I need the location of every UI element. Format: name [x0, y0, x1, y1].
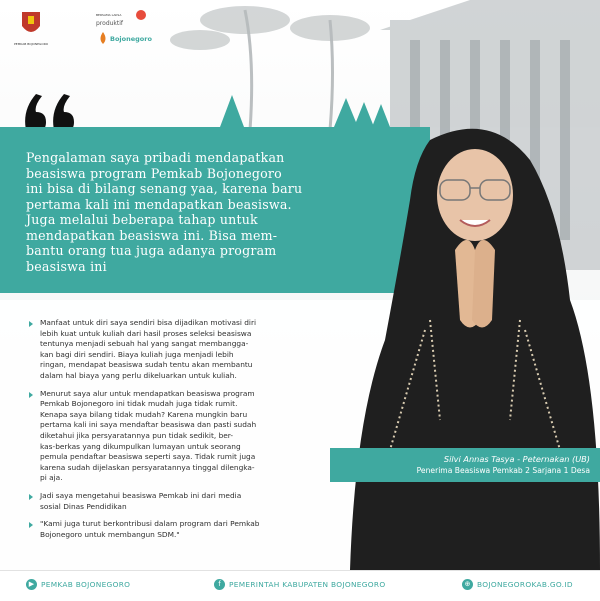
globe-icon: ⊕: [462, 579, 473, 590]
point-line: pi aja.: [40, 473, 63, 483]
quote-line: pertama kali ini mendapatkan beasiswa.: [26, 196, 292, 212]
quote-line: beasiswa ini: [26, 258, 107, 274]
point-line: Bojonegoro untuk membangun SDM.": [40, 529, 180, 539]
point-line: lebih kuat untuk kuliah dari hasil proses seleksi beasiswa: [40, 328, 252, 338]
logo-area: [0, 0, 150, 60]
point-line: ringan, mendapat beasiswa sudah tentu akan membantu: [40, 360, 253, 370]
point-line: pertama kali ini saya mendaftar beasiswa dan pasti sudah: [40, 420, 257, 430]
tagline-bojonegoro: Bojonegoro: [110, 35, 152, 43]
person-photo: [330, 120, 600, 570]
quote-line: ini bisa di bilang senang yaa, karena baru: [26, 181, 303, 196]
bullet-icon: [29, 392, 33, 398]
bullet-icon: [29, 321, 33, 327]
tagline-top: BERSAMA LAKSA: [96, 13, 122, 17]
footer-website-text: BOJONEGOROKAB.GO.ID: [477, 580, 573, 589]
bullet-icon: [29, 494, 33, 500]
person-name: Silvi Annas Tasya - Peternakan (UB): [443, 454, 590, 464]
logo-caption: PEMKAB BOJONEGORO: [14, 42, 49, 46]
facebook-icon: f: [214, 579, 225, 590]
footer-youtube-link[interactable]: [26, 579, 130, 590]
badge-icon: [136, 10, 146, 20]
quote-text: [26, 150, 306, 274]
quote-line: beasiswa program Pemkab Bojonegoro: [26, 165, 282, 181]
point-line: diketahui jika persyaratannya pun tidak sedikit, ber-: [40, 430, 234, 440]
point-item: [36, 318, 326, 382]
quote-line: mendapatkan beasiswa ini. Bisa mem-: [26, 227, 278, 243]
testimonial-points: [36, 318, 326, 547]
point-item: [36, 491, 326, 512]
person-role: Penerima Beasiswa Pemkab 2 Sarjana 1 Desa: [416, 466, 590, 475]
point-line: Manfaat untuk diri saya sendiri bisa dijadikan motivasi diri: [40, 318, 257, 327]
point-line: Jadi saya mengetahui beasiswa Pemkab ini dari media: [40, 490, 242, 500]
footer-youtube-text: PEMKAB BOJONEGORO: [41, 580, 131, 589]
youtube-icon: ▶: [26, 579, 37, 590]
point-line: Menurut saya alur untuk mendapatkan beasiswa program: [40, 388, 255, 398]
point-line: Kenapa saya bilang tidak mudah? Karena mungkin baru: [40, 409, 248, 419]
pemkab-crest-icon: [20, 10, 42, 38]
quote-line: bantu orang tua juga adanya program: [26, 243, 277, 258]
point-line: dalam hal biaya yang perlu dikeluarkan untuk kuliah.: [40, 370, 237, 380]
footer-website-link[interactable]: [462, 579, 573, 590]
tagline-productive: produktif: [96, 20, 124, 27]
footer: [0, 570, 600, 601]
point-line: karena sudah dijelaskan persyaratannya tinggal dilengka-: [40, 462, 255, 472]
quote-line: Pengalaman saya pribadi mendapatkan: [26, 150, 285, 165]
quote-line: Juga melalui beberapa tahap untuk: [26, 212, 258, 227]
point-line: "Kami juga turut berkontribusi dalam program dari Pemkab: [40, 519, 260, 529]
point-line: Pemkab Bojonegoro ini tidak mudah juga tidak rumit.: [40, 399, 238, 409]
bullet-icon: [29, 522, 33, 528]
footer-facebook-link[interactable]: [214, 579, 385, 590]
footer-facebook-text: PEMERINTAH KABUPATEN BOJONEGORO: [229, 580, 386, 589]
point-line: pemula pendaftar beasiswa seperti saya. Tidak rumit juga: [40, 452, 256, 462]
point-line: kas-berkas yang dikumpulkan lumayan untuk seorang: [40, 441, 241, 451]
name-band: [330, 448, 600, 482]
point-line: kan bagi diri sendiri. Biaya kuliah juga menjadi lebih: [40, 349, 234, 359]
point-item: [36, 519, 326, 540]
point-line: tentunya menjadi sebuah hal yang sangat membangga-: [40, 339, 249, 349]
point-line: sosial Dinas Pendidikan: [40, 501, 127, 511]
drop-icon: [98, 32, 108, 44]
point-item: [36, 389, 326, 484]
